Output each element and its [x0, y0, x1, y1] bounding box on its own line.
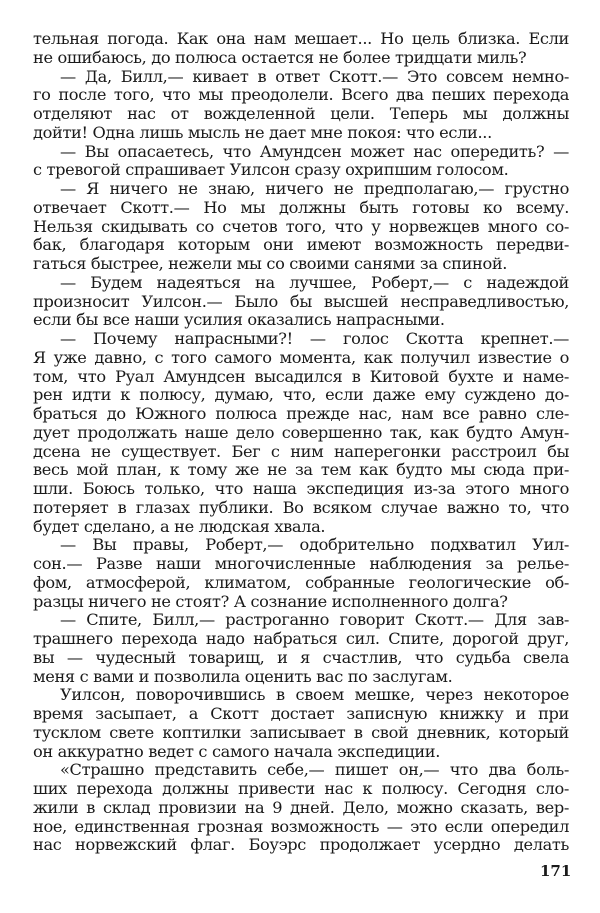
text-line: сон.— Разве наши многочисленные наблюдения за релье-	[33, 554, 569, 573]
text-line: произносит Уилсон.— Было бы высшей несправедливостью,	[33, 291, 569, 311]
paragraph-first-line: — Вы правы, Роберт,— одобрительно подхватил Уил-	[60, 535, 569, 555]
page-number: 171	[540, 862, 572, 880]
text-line: Нельзя скидывать со счетов того, что у норвежцев много со-	[33, 216, 569, 236]
text-line: отвечает Скотт.— Но мы должны быть готовы ко всему.	[33, 197, 569, 217]
text-line: с тревогой спрашивает Уилсон сразу охрипшим голосом.	[33, 160, 509, 180]
paragraph-first-line: — Будем надеяться на лучшее, Роберт,— с надеждой	[60, 272, 569, 292]
paragraph-first-line: — Спите, Билл,— растроганно говорит Скотт.— Для зав-	[60, 610, 569, 630]
text-line: дсена не существует. Бег с ним наперегонки расстроил бы	[33, 441, 569, 461]
text-line: трашнего перехода надо набраться сил. Спите, дорогой друг,	[33, 629, 569, 648]
text-line: нас норвежский флаг. Боуэрс продолжает усердно делать	[33, 835, 569, 855]
paragraph-first-line: — Да, Билл,— кивает в ответ Скотт.— Это совсем немно-	[60, 66, 569, 86]
text-line: бак, благодаря которым они имеют возможность передви-	[33, 235, 569, 255]
text-line: тельная погода. Как она нам мешает... Но цель близка. Если	[33, 29, 569, 48]
paragraph-first-line: — Я ничего не знаю, ничего не предполагаю,— грустно	[60, 179, 569, 198]
text-line: гаться быстрее, нежели мы со своими санями за спиной.	[33, 254, 508, 273]
text-line: дует продолжать наше дело совершенно так, как будто Амун-	[33, 422, 569, 442]
paragraph-first-line: «Страшно представить себе,— пишет он,— что два боль-	[60, 760, 569, 780]
text-line: ших перехода должны привести нас к полюсу. Сегодня сло-	[33, 779, 569, 798]
text-line: жили в склад провизии на 9 дней. Дело, можно сказать, вер-	[33, 797, 569, 817]
paragraph-first-line: Уилсон, поворочившись в своем мешке, через некоторое	[60, 685, 569, 705]
text-line: шли. Боюсь только, что наша экспедиция из-за этого много	[33, 479, 569, 498]
text-line: браться до Южного полюса прежде нас, нам все равно сле-	[33, 404, 569, 423]
page-text-body	[33, 30, 569, 855]
text-line: не ошибаюсь, до полюса остается не более тридцати миль?	[33, 47, 527, 67]
text-line: Я уже давно, с того самого момента, как получил известие о	[33, 347, 569, 367]
text-line: вы — чудесный товарищ, и я счастлив, что судьба свела	[33, 647, 569, 667]
text-line: разцы ничего не стоят? А сознание исполненного долга?	[33, 591, 508, 611]
text-line: фом, атмосферой, климатом, собранные геологические об-	[33, 572, 569, 592]
text-line: весь мой план, к тому же не за тем как будто мы сюда при-	[33, 460, 569, 480]
text-line: дойти! Одна лишь мысль не дает мне покоя: что если...	[33, 122, 492, 142]
text-line: тусклом свете коптилки записывает в свой дневник, который	[33, 722, 569, 742]
text-line: отделяют нас от вожделенной цели. Теперь мы должны	[33, 104, 569, 123]
paragraph-first-line: — Почему напрасными?! — голос Скотта крепнет.—	[60, 329, 569, 348]
paragraph-first-line: — Вы опасаетесь, что Амундсен может нас опередить? —	[60, 141, 569, 161]
text-line: го после того, что мы преодолели. Всего два пеших перехода	[33, 85, 569, 105]
text-line: том, что Руал Амундсен высадился в Китовой бухте и наме-	[33, 366, 569, 386]
text-line: он аккуратно ведет с самого начала экспедиции.	[33, 741, 440, 761]
text-line: если бы все наши усилия оказались напрасными.	[33, 310, 445, 330]
text-line: будет сделано, а не людская хвала.	[33, 516, 326, 536]
text-line: время засыпает, а Скотт достает записную книжку и при	[33, 704, 569, 723]
text-line: потеряет в глазах публики. Во всяком случае важно то, что	[33, 497, 569, 517]
text-line: рен идти к полюсу, думаю, что, если даже ему суждено до-	[33, 385, 569, 405]
text-line: ное, единственная грозная возможность — это если опередил	[33, 816, 569, 836]
text-line: меня с вами и позволила оценить вас по заслугам.	[33, 666, 453, 686]
